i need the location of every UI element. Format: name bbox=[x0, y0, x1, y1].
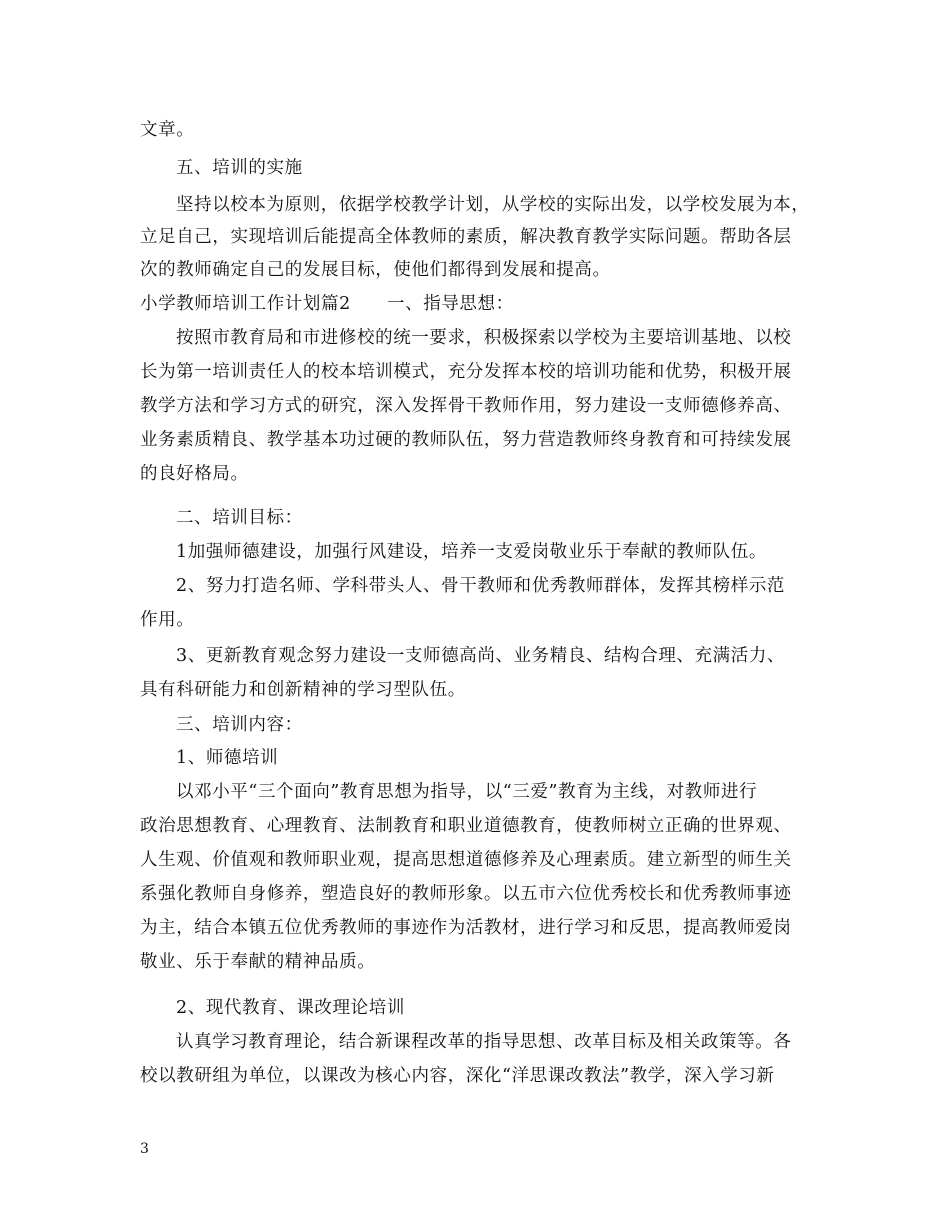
list-item: 3、更新教育观念努力建设一支师德高尚、业务精良、结构合理、充满活力、 bbox=[176, 646, 786, 666]
text-line: 敬业、乐于奉献的精神品质。 bbox=[140, 952, 376, 972]
text-line: 业务素质精良、教学基本功过硬的教师队伍，努力营造教师终身教育和可持续发展 bbox=[140, 430, 792, 450]
page-number: 3 bbox=[140, 1141, 149, 1157]
text-line: 文章。 bbox=[140, 120, 195, 140]
section-heading: 五、培训的实施 bbox=[176, 158, 303, 178]
text-line: 人生观、价值观和教师职业观，提高思想道德修养及心理素质。建立新型的师生关 bbox=[140, 850, 792, 870]
text-line: 具有科研能力和创新精神的学习型队伍。 bbox=[140, 680, 466, 700]
text-line: 系强化教师自身修养，塑造良好的教师形象。以五市六位优秀校长和优秀教师事迹 bbox=[140, 884, 792, 904]
text-line: 以邓小平“三个面向”教育思想为指导，以“三爱”教育为主线，对教师进行 bbox=[176, 782, 758, 802]
text-line: 长为第一培训责任人的校本培训模式，充分发挥本校的培训功能和优势，积极开展 bbox=[140, 362, 792, 382]
text-line: 认真学习教育理论，结合新课程改革的指导思想、改革目标及相关政策等。各 bbox=[176, 1032, 792, 1052]
text-line: 立足自己，实现培训后能提高全体教师的素质，解决教育教学实际问题。帮助各层 bbox=[140, 227, 792, 247]
document-title-line: 小学教师培训工作计划篇2 一、指导思想： bbox=[140, 294, 514, 314]
list-item: 1加强师德建设，加强行风建设，培养一支爱岗敬业乐于奉献的教师队伍。 bbox=[176, 542, 767, 562]
list-item: 2、努力打造名师、学科带头人、骨干教师和优秀教师群体，发挥其榜样示范 bbox=[176, 576, 786, 596]
text-line: 校以教研组为单位，以课改为核心内容，深化“洋思课改教法”教学，深入学习新 bbox=[140, 1066, 775, 1086]
text-line: 作用。 bbox=[140, 610, 195, 630]
text-line: 为主，结合本镇五位优秀教师的事迹作为活教材，进行学习和反思，提高教师爱岗 bbox=[140, 918, 792, 938]
text-line: 按照市教育局和市进修校的统一要求，积极探索以学校为主要培训基地、以校 bbox=[176, 328, 792, 348]
text-line: 教学方法和学习方式的研究，深入发挥骨干教师作用，努力建设一支师德修养高、 bbox=[140, 396, 792, 416]
subsection-heading: 2、现代教育、课改理论培训 bbox=[176, 998, 405, 1018]
section-heading: 二、培训目标： bbox=[176, 508, 303, 528]
text-line: 的良好格局。 bbox=[140, 464, 249, 484]
text-line: 次的教师确定自己的发展目标，使他们都得到发展和提高。 bbox=[140, 260, 611, 280]
text-line: 政治思想教育、心理教育、法制教育和职业道德教育，使教师树立正确的世界观、 bbox=[140, 816, 792, 836]
text-line: 坚持以校本为原则，依据学校教学计划，从学校的实际出发，以学校发展为本， bbox=[176, 195, 810, 215]
subsection-heading: 1、师德培训 bbox=[176, 748, 279, 768]
section-heading: 三、培训内容： bbox=[176, 715, 303, 735]
